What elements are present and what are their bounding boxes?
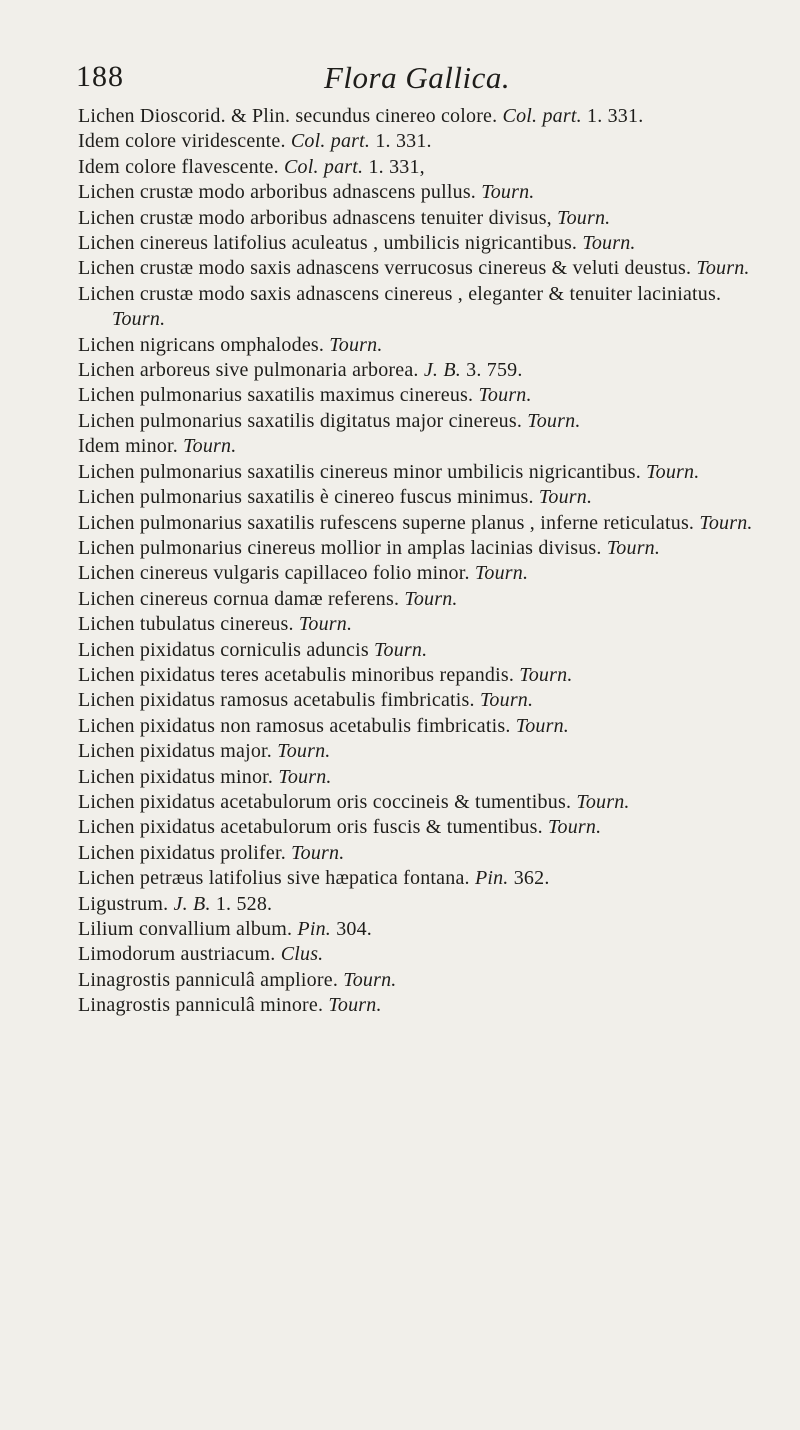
entry-text: Lichen petræus latifolius sive hæpatica fontana. bbox=[78, 867, 470, 890]
entry-text: Lichen cinereus latifolius aculeatus , umbilicis nigricantibus. bbox=[78, 232, 578, 255]
entry-text: Lichen pixidatus corniculis aduncis bbox=[78, 638, 369, 661]
entry-text: Lichen pulmonarius saxatilis è cinereo fuscus minimus. bbox=[78, 486, 534, 509]
entry-reference: 1. 331. bbox=[587, 105, 644, 127]
list-item bbox=[78, 104, 768, 129]
list-item bbox=[78, 409, 768, 434]
entry-authority: Col. part. bbox=[284, 155, 364, 178]
entry-text: Lichen pixidatus non ramosus acetabulis fimbricatis. bbox=[78, 714, 511, 737]
entry-text: Lichen Dioscorid. & Plin. secundus cinereo colore. bbox=[78, 105, 498, 127]
list-item bbox=[78, 333, 768, 358]
entry-text: Linagrostis panniculâ ampliore. bbox=[78, 968, 339, 991]
list-item bbox=[78, 358, 768, 383]
entry-authority: Tourn. bbox=[557, 206, 611, 229]
list-item bbox=[78, 765, 768, 790]
list-item bbox=[78, 663, 768, 688]
entry-text: Lichen nigricans omphalodes. bbox=[78, 333, 325, 356]
entry-authority: Tourn. bbox=[374, 638, 428, 661]
entry-authority: Pin. bbox=[474, 867, 509, 890]
entry-text: Lichen crustæ modo saxis adnascens verrucosus cinereus & veluti deustus. bbox=[78, 257, 692, 280]
entry-authority: Tourn. bbox=[277, 740, 331, 763]
entry-authority: Col. part. bbox=[290, 130, 371, 153]
entry-reference: 1. 331. bbox=[375, 130, 432, 153]
entry-authority: Tourn. bbox=[329, 333, 383, 356]
entry-text: Lichen pixidatus minor. bbox=[78, 765, 274, 788]
list-item bbox=[78, 612, 768, 637]
entry-text: Linagrostis panniculâ minore. bbox=[78, 994, 324, 1017]
entry-text: Idem colore flavescente. bbox=[78, 155, 279, 178]
entry-authority: Tourn. bbox=[699, 511, 753, 534]
entry-authority: Tourn. bbox=[291, 841, 345, 864]
entry-text: Lichen pixidatus prolifer. bbox=[78, 841, 286, 864]
list-item bbox=[78, 942, 768, 967]
entry-authority: Tourn. bbox=[343, 968, 397, 991]
list-item bbox=[78, 917, 768, 942]
entry-text: Ligustrum. bbox=[78, 892, 169, 915]
list-item bbox=[78, 688, 768, 713]
entry-reference: 362. bbox=[513, 867, 550, 890]
running-title: Flora Gallica. bbox=[324, 60, 511, 95]
list-item bbox=[78, 841, 768, 866]
entry-text: Lichen cinereus vulgaris capillaceo folio minor. bbox=[78, 562, 470, 585]
entry-authority: Pin. bbox=[297, 918, 331, 940]
entry-authority: Tourn. bbox=[481, 181, 535, 204]
list-item bbox=[78, 180, 768, 205]
entry-text: Lichen crustæ modo arboribus adnascens pullus. bbox=[78, 181, 477, 204]
entry-authority: Clus. bbox=[280, 943, 324, 966]
list-item bbox=[78, 231, 768, 256]
entry-authority: Tourn. bbox=[298, 613, 353, 636]
entry-text: Lichen pulmonarius saxatilis rufescens superne planus , inferne reticulatus. bbox=[78, 511, 695, 534]
list-item bbox=[78, 460, 768, 485]
entry-authority: Tourn. bbox=[278, 765, 332, 788]
list-item bbox=[78, 536, 768, 561]
entry-authority: Tourn. bbox=[606, 536, 661, 559]
list-item bbox=[78, 815, 768, 840]
list-item bbox=[78, 714, 768, 739]
entry-text: Lichen cinereus cornua damæ referens. bbox=[78, 587, 400, 610]
entry-authority: Tourn. bbox=[474, 562, 529, 585]
entry-authority: Tourn. bbox=[696, 257, 750, 280]
entry-text: Lichen pixidatus ramosus acetabulis fimbricatis. bbox=[78, 689, 475, 712]
list-item bbox=[78, 256, 768, 281]
list-item bbox=[78, 485, 768, 510]
entry-text: Idem colore viridescente. bbox=[78, 130, 286, 153]
list-item bbox=[78, 968, 768, 993]
entry-reference: 3. 759. bbox=[466, 359, 523, 382]
entry-reference: 1. 331, bbox=[368, 155, 425, 178]
entry-text: Lilium convallium album. bbox=[78, 918, 293, 940]
entry-authority: Tourn. bbox=[582, 232, 636, 255]
list-item bbox=[78, 206, 768, 231]
list-item bbox=[78, 790, 768, 815]
entry-authority: Tourn. bbox=[479, 689, 534, 712]
entry-text: Lichen pixidatus acetabulorum oris coccineis & tumentibus. bbox=[78, 790, 572, 813]
entry-text: Lichen crustæ modo saxis adnascens cinereus , eleganter & tenuiter laciniatus. bbox=[78, 282, 722, 305]
entry-authority: Tourn. bbox=[183, 435, 237, 458]
list-item bbox=[78, 383, 768, 408]
entry-authority: Tourn. bbox=[112, 308, 166, 331]
entry-text: Lichen pixidatus acetabulorum oris fuscis & tumentibus. bbox=[78, 816, 543, 839]
list-item bbox=[78, 561, 768, 586]
entry-authority: Tourn. bbox=[548, 816, 602, 839]
entry-text: Lichen arboreus sive pulmonaria arborea. bbox=[78, 359, 419, 382]
entry-authority: Tourn. bbox=[646, 460, 700, 483]
list-item bbox=[78, 638, 768, 663]
entry-authority: J. B. bbox=[423, 359, 461, 382]
entry-reference: 304. bbox=[336, 918, 373, 940]
list-item bbox=[78, 892, 768, 917]
entry-authority: Tourn. bbox=[527, 409, 581, 432]
page-header bbox=[76, 60, 776, 104]
entry-authority: Tourn. bbox=[576, 790, 630, 813]
list-item bbox=[78, 434, 768, 459]
list-item bbox=[78, 993, 768, 1018]
entry-text: Lichen tubulatus cinereus. bbox=[78, 613, 294, 636]
entry-list bbox=[78, 104, 768, 1019]
entry-authority: Tourn. bbox=[519, 663, 573, 686]
entry-text: Lichen pixidatus teres acetabulis minoribus repandis. bbox=[78, 663, 515, 686]
entry-text: Limodorum austriacum. bbox=[78, 943, 276, 966]
entry-text: Lichen pixidatus major. bbox=[78, 740, 273, 763]
entry-text: Lichen pulmonarius saxatilis digitatus major cinereus. bbox=[78, 409, 523, 432]
entry-authority: Tourn. bbox=[478, 384, 532, 407]
list-item bbox=[78, 511, 768, 536]
entry-authority: Col. part. bbox=[502, 105, 582, 127]
entry-authority: Tourn. bbox=[515, 714, 570, 737]
page-number: 188 bbox=[76, 60, 124, 93]
entry-text: Idem minor. bbox=[78, 435, 178, 458]
list-item bbox=[78, 866, 768, 891]
list-item bbox=[78, 155, 768, 180]
entry-authority: Tourn. bbox=[538, 486, 593, 509]
entry-authority: Tourn. bbox=[404, 587, 458, 610]
entry-text: Lichen pulmonarius saxatilis maximus cinereus. bbox=[78, 384, 474, 407]
entry-reference: 1. 528. bbox=[215, 892, 273, 915]
list-item bbox=[78, 282, 768, 333]
entry-text: Lichen crustæ modo arboribus adnascens tenuiter divisus, bbox=[78, 206, 552, 229]
entry-text: Lichen pulmonarius saxatilis cinereus minor umbilicis nigricantibus. bbox=[78, 460, 641, 483]
list-item bbox=[78, 739, 768, 764]
entry-text: Lichen pulmonarius cinereus mollior in amplas lacinias divisus. bbox=[78, 536, 602, 559]
list-item bbox=[78, 129, 768, 154]
entry-authority: Tourn. bbox=[328, 994, 382, 1017]
list-item bbox=[78, 587, 768, 612]
entry-authority: J. B. bbox=[173, 892, 211, 915]
